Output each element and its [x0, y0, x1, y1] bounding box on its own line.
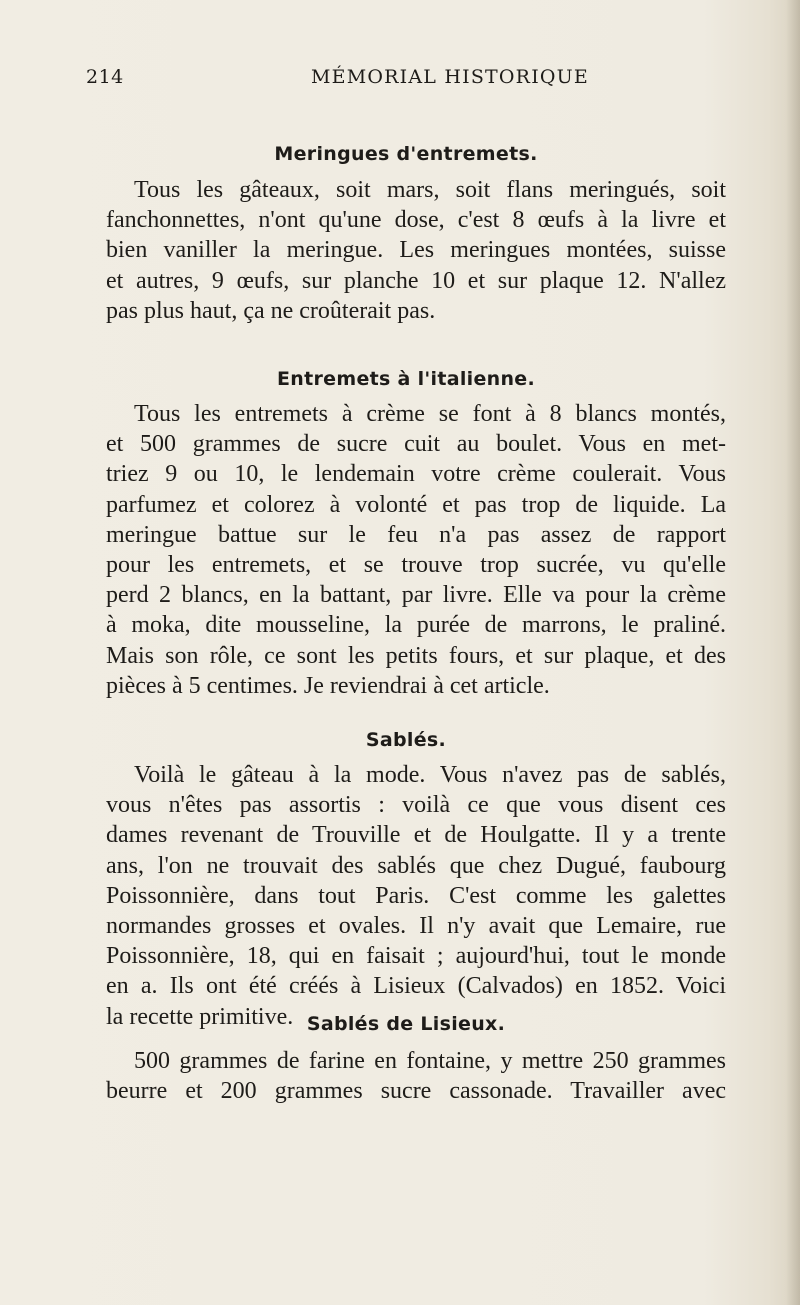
text-line: la recette primitive. [106, 1003, 294, 1030]
paragraph-sables-lisieux [106, 1046, 726, 1106]
text-line: Poissonnière, 18, qui en faisait ; aujourd'hui, tout le monde [106, 943, 726, 970]
text-line: Tous les entremets à crème se font à 8 blancs montés, [134, 401, 726, 427]
text-line: pour les entremets, et se trouve trop sucrée, vu qu'elle [106, 552, 726, 579]
running-header [86, 66, 726, 94]
paragraph-sables [106, 760, 726, 1032]
text-line: triez 9 ou 10, le lendemain votre crème coulerait. Vous [106, 461, 726, 488]
text-line: perd 2 blancs, en la battant, par livre. Elle va pour la crème [106, 582, 726, 609]
text-line: Voilà le gâteau à la mode. Vous n'avez pas de sablés, [134, 762, 726, 788]
text-line: pas plus haut, ça ne croûterait pas. [106, 297, 436, 324]
text-line: beurre et 200 grammes sucre cassonade. Travailler avec [106, 1078, 726, 1105]
section-heading-entremets: Entremets à l'italienne. [277, 368, 535, 390]
text-line: 500 grammes de farine en fontaine, y mettre 250 grammes [134, 1048, 726, 1074]
text-line: Tous les gâteaux, soit mars, soit flans meringués, soit [134, 177, 726, 203]
text-line: et 500 grammes de sucre cuit au boulet. Vous en met- [106, 431, 726, 458]
page-number: 214 [86, 66, 124, 88]
text-line: vous n'êtes pas assortis : voilà ce que vous disent ces [106, 792, 726, 819]
text-line: fanchonnettes, n'ont qu'une dose, c'est 8 œufs à la livre et [106, 207, 726, 234]
text-line: et autres, 9 œufs, sur planche 10 et sur plaque 12. N'allez [106, 267, 726, 294]
paragraph-meringues [106, 175, 726, 326]
running-title: MÉMORIAL HISTORIQUE [311, 66, 589, 88]
text-line: Poissonnière, dans tout Paris. C'est comme les galettes [106, 882, 726, 909]
section-heading-sables-lisieux: Sablés de Lisieux. [306, 1013, 506, 1035]
page-edge-shadow [786, 0, 800, 1305]
text-line: dames revenant de Trouville et de Houlgatte. Il y a trente [106, 822, 726, 849]
text-line: Mais son rôle, ce sont les petits fours, et sur plaque, et des [106, 642, 726, 669]
text-line: parfumez et colorez à volonté et pas trop de liquide. La [106, 491, 726, 518]
text-line: en a. Ils ont été créés à Lisieux (Calvados) en 1852. Voici [106, 973, 726, 1000]
text-line: meringue battue sur le feu n'a pas assez de rapport [106, 521, 726, 548]
section-heading-sables: Sablés. [365, 729, 447, 751]
text-line: normandes grosses et ovales. Il n'y avait que Lemaire, rue [106, 913, 726, 940]
text-line: ans, l'on ne trouvait des sablés que chez Dugué, faubourg [106, 852, 726, 879]
text-line: à moka, dite mousseline, la purée de marrons, le praliné. [106, 612, 726, 639]
text-line: bien vaniller la meringue. Les meringues montées, suisse [106, 237, 726, 264]
paragraph-entremets [106, 399, 726, 701]
section-heading-meringues: Meringues d'entremets. [274, 143, 538, 165]
text-line: pièces à 5 centimes. Je reviendrai à cet article. [106, 672, 550, 699]
